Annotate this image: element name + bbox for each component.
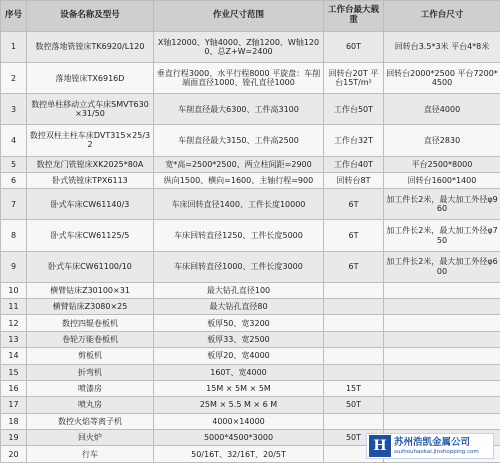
cell-equipment-name: 卧式车床CW61125/5 — [27, 220, 154, 251]
cell-max-load: 60T — [324, 32, 384, 63]
cell-work-range: 车床回转直径1000、工件长度3000 — [154, 251, 324, 282]
cell-equipment-name: 行车 — [27, 446, 154, 463]
cell-seq: 17 — [1, 397, 27, 413]
watermark-company-name: 苏州浩凯金属公司 — [394, 436, 471, 448]
cell-work-range: 板厚33、宽2500 — [154, 331, 324, 347]
cell-seq: 7 — [1, 189, 27, 220]
cell-table-size — [384, 397, 500, 413]
cell-equipment-name: 卧式车床CW61140/3 — [27, 189, 154, 220]
table-row — [1, 331, 500, 347]
header-seq: 序号 — [1, 1, 27, 32]
cell-table-size — [384, 348, 500, 364]
cell-max-load: 回转台8T — [324, 172, 384, 188]
cell-max-load: 工作台50T — [324, 94, 384, 125]
table-row — [1, 220, 500, 251]
cell-work-range: 板厚50、宽3200 — [154, 315, 324, 331]
cell-max-load: 回转台20T 平台15T/m² — [324, 63, 384, 94]
watermark-text — [394, 437, 479, 456]
cell-work-range: 车床回转直径1400、工件长度10000 — [154, 189, 324, 220]
cell-seq: 20 — [1, 446, 27, 463]
cell-seq: 11 — [1, 299, 27, 315]
table-row — [1, 189, 500, 220]
table-row — [1, 251, 500, 282]
cell-seq: 3 — [1, 94, 27, 125]
cell-max-load — [324, 364, 384, 380]
cell-work-range: 50/16T、32/16T、20/5T — [154, 446, 324, 463]
cell-table-size — [384, 380, 500, 396]
cell-equipment-name: 横臂钻床Z3080×25 — [27, 299, 154, 315]
cell-table-size: 平台2500*8000 — [384, 156, 500, 172]
cell-max-load: 6T — [324, 251, 384, 282]
cell-seq: 16 — [1, 380, 27, 396]
cell-equipment-name: 喷漆房 — [27, 380, 154, 396]
cell-table-size — [384, 299, 500, 315]
cell-seq: 14 — [1, 348, 27, 364]
cell-table-size: 加工件长2米，最大加工外径φ960 — [384, 189, 500, 220]
cell-seq: 13 — [1, 331, 27, 347]
cell-seq: 5 — [1, 156, 27, 172]
table-row — [1, 63, 500, 94]
header-name: 设备名称及型号 — [27, 1, 154, 32]
table-row — [1, 315, 500, 331]
table-row — [1, 125, 500, 156]
cell-max-load: 50T — [324, 430, 384, 446]
cell-max-load — [324, 331, 384, 347]
cell-work-range: 车削直径最大6300、工件高3100 — [154, 94, 324, 125]
cell-seq: 8 — [1, 220, 27, 251]
cell-seq: 6 — [1, 172, 27, 188]
cell-table-size: 直径2830 — [384, 125, 500, 156]
table-row — [1, 32, 500, 63]
cell-equipment-name: 卧式车床CW61100/10 — [27, 251, 154, 282]
table-header-row — [1, 1, 500, 32]
cell-equipment-name: 剪板机 — [27, 348, 154, 364]
cell-equipment-name: 卷轮万能卷板机 — [27, 331, 154, 347]
cell-max-load — [324, 348, 384, 364]
cell-work-range: 板厚20、宽4000 — [154, 348, 324, 364]
cell-equipment-name: 数控龙门铣镗床XK2025*80A — [27, 156, 154, 172]
header-load: 工作台最大载重 — [324, 1, 384, 32]
cell-table-size — [384, 413, 500, 429]
cell-equipment-name: 卧式铣镗床TPX6113 — [27, 172, 154, 188]
cell-seq: 12 — [1, 315, 27, 331]
cell-work-range: 4000×14000 — [154, 413, 324, 429]
cell-work-range: 宽*高=2500*2500、两立柱间距=2900 — [154, 156, 324, 172]
cell-table-size — [384, 364, 500, 380]
cell-seq: 18 — [1, 413, 27, 429]
cell-max-load: 6T — [324, 189, 384, 220]
table-row — [1, 94, 500, 125]
table-row — [1, 413, 500, 429]
cell-max-load: 工作台40T — [324, 156, 384, 172]
cell-work-range: X轴12000、Y轴4000、Z轴1200、W轴1200、总Z+W=2400 — [154, 32, 324, 63]
cell-work-range: 15M × 5M × 5M — [154, 380, 324, 396]
cell-equipment-name: 回火炉 — [27, 430, 154, 446]
cell-equipment-name: 喷丸房 — [27, 397, 154, 413]
cell-work-range: 纵向1500、横向=1600、主轴行程=900 — [154, 172, 324, 188]
company-watermark — [366, 433, 494, 459]
cell-work-range: 车床回转直径1250、工件长度5000 — [154, 220, 324, 251]
table-row — [1, 364, 500, 380]
cell-equipment-name: 横臂钻床Z30100×31 — [27, 282, 154, 298]
table-row — [1, 397, 500, 413]
cell-max-load: 6T — [324, 220, 384, 251]
cell-table-size — [384, 315, 500, 331]
cell-equipment-name: 落地镗床TX6916D — [27, 63, 154, 94]
cell-work-range: 车削直径最大3150、工件高2500 — [154, 125, 324, 156]
table-body — [1, 32, 500, 463]
cell-work-range: 5000*4500*3000 — [154, 430, 324, 446]
cell-table-size: 加工件长2米，最大加工外径φ750 — [384, 220, 500, 251]
cell-seq: 1 — [1, 32, 27, 63]
cell-table-size — [384, 331, 500, 347]
watermark-url: suzhouhaokai.jlnshopping.com — [394, 448, 479, 455]
cell-work-range: 160T、宽4000 — [154, 364, 324, 380]
cell-equipment-name: 数控四辊卷板机 — [27, 315, 154, 331]
table-row — [1, 348, 500, 364]
cell-max-load: 工作台32T — [324, 125, 384, 156]
header-size: 工作台尺寸 — [384, 1, 500, 32]
cell-table-size: 加工件长2米，最大加工外径φ600 — [384, 251, 500, 282]
cell-equipment-name: 数控火焰等离子机 — [27, 413, 154, 429]
cell-equipment-name: 折弯机 — [27, 364, 154, 380]
cell-max-load: 15T — [324, 380, 384, 396]
cell-seq: 19 — [1, 430, 27, 446]
cell-equipment-name: 数控落地铣镗床TK6920/L120 — [27, 32, 154, 63]
cell-max-load: 50T — [324, 397, 384, 413]
table-row — [1, 282, 500, 298]
cell-equipment-name: 数控双柱主柱车床DVT315×25/32 — [27, 125, 154, 156]
cell-table-size: 回转台1600*1400 — [384, 172, 500, 188]
cell-seq: 10 — [1, 282, 27, 298]
cell-table-size: 回转台3.5*3米 平台4*8米 — [384, 32, 500, 63]
cell-max-load — [324, 299, 384, 315]
cell-equipment-name: 数控单柱移动立式车床SMVT630×31/50 — [27, 94, 154, 125]
cell-work-range: 最大钻孔直径80 — [154, 299, 324, 315]
cell-work-range: 25M × 5.5 M × 6 M — [154, 397, 324, 413]
cell-table-size: 直径4000 — [384, 94, 500, 125]
table-row — [1, 156, 500, 172]
cell-max-load — [324, 282, 384, 298]
table-row — [1, 380, 500, 396]
cell-work-range: 最大钻孔直径100 — [154, 282, 324, 298]
cell-max-load — [324, 315, 384, 331]
company-logo-icon: H — [369, 435, 391, 457]
cell-seq: 9 — [1, 251, 27, 282]
cell-table-size: 回转台2000*2500 平台7200*4500 — [384, 63, 500, 94]
cell-seq: 15 — [1, 364, 27, 380]
cell-seq: 4 — [1, 125, 27, 156]
cell-table-size — [384, 282, 500, 298]
table-row — [1, 172, 500, 188]
header-range: 作业尺寸范围 — [154, 1, 324, 32]
table-row — [1, 299, 500, 315]
cell-work-range: 垂直行程3000、水平行程8000 平旋盘：车削端面直径1000、镗孔直径1000 — [154, 63, 324, 94]
cell-seq: 2 — [1, 63, 27, 94]
cell-max-load — [324, 413, 384, 429]
